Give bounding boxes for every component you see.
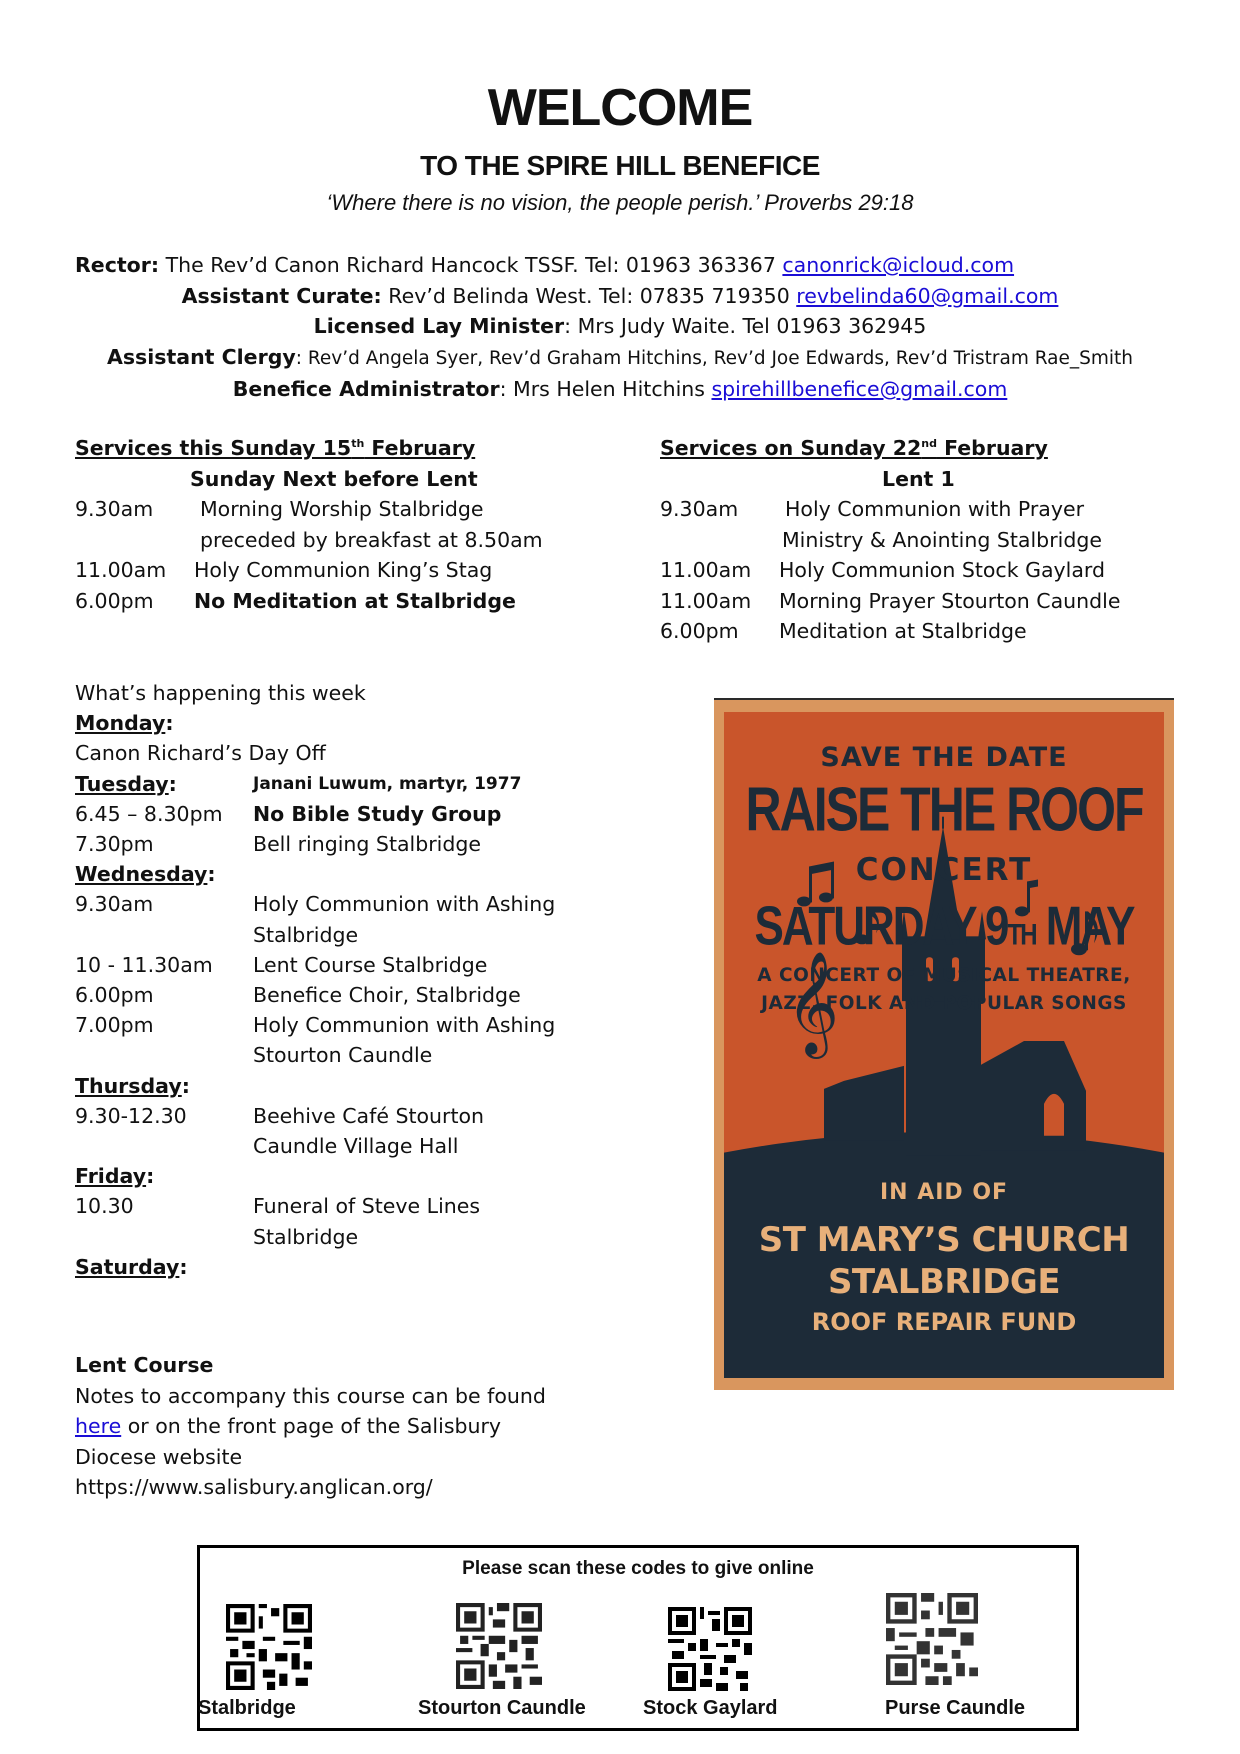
day-heading-wednesday: Wednesday: (75, 862, 216, 887)
curate-label: Assistant Curate: (181, 283, 382, 308)
rector-email-link[interactable]: canonrick@icloud.com (782, 253, 1015, 277)
lay-minister-row (60, 311, 1180, 342)
assistant-clergy-row (60, 342, 1180, 375)
lay-minister-label: Licensed Lay Minister (313, 314, 565, 338)
occasion-title: Lent 1 (882, 466, 955, 491)
page-title: WELCOME (487, 79, 753, 137)
poster-save-the-date: SAVE THE DATE (820, 742, 1068, 773)
qr-code-purse-caundle[interactable] (886, 1593, 978, 1685)
concert-poster (714, 698, 1174, 1390)
day-heading-tuesday: Tuesday: Janani Luwum, martyr, 1977 (75, 769, 635, 799)
lent-course-text: here or on the front page of the Salisbury (75, 1414, 502, 1438)
lent-course-section (75, 1350, 615, 1503)
poster-fund: ROOF REPAIR FUND (811, 1308, 1077, 1336)
service-item: 11.00am Morning Prayer Stourton Caundle (660, 588, 1121, 613)
qr-code-icon (886, 1593, 978, 1685)
service-item: 6.00pm No Meditation at Stalbridge (75, 588, 516, 613)
event-row: 7.30pm Bell ringing Stalbridge (75, 832, 482, 857)
diocese-url: https://www.salisbury.anglican.org/ (75, 1475, 433, 1499)
administrator-label: Benefice Administrator (232, 377, 500, 401)
qr-code-stourton-caundle[interactable] (456, 1602, 542, 1690)
event-row: 6.00pm Benefice Choir, Stalbridge (75, 983, 521, 1008)
services-this-sunday (75, 433, 595, 616)
event-row-cont: Caundle Village Hall (253, 1134, 459, 1159)
qr-code-stock-gaylard[interactable] (668, 1606, 752, 1692)
event-row-cont: Stourton Caundle (253, 1043, 433, 1068)
lent-course-text: Diocese website (75, 1444, 243, 1469)
qr-code-icon (456, 1602, 542, 1690)
lent-course-text: Notes to accompany this course can be found (75, 1383, 546, 1408)
event-row: 6.45 – 8.30pm No Bible Study Group (75, 801, 502, 826)
services-next-sunday-heading: Services on Sunday 22nd February (660, 436, 1048, 460)
occasion-title: Sunday Next before Lent (190, 466, 478, 491)
service-item: 9.30am Morning Worship Stalbridge (75, 497, 484, 521)
rector-row (60, 250, 1180, 281)
giving-qr-box: Please scan these codes to give online Stalbridge Stourton Caundle Stock Gaylard Purse Caundle (197, 1545, 1079, 1731)
curate-details: Rev’d Belinda West. Tel: 07835 719350 (381, 283, 797, 308)
poster-concert: CONCERT (855, 852, 1033, 888)
event-row: 7.00pm Holy Communion with Ashing (75, 1013, 556, 1038)
poster-inner (724, 712, 1164, 1378)
day-heading-monday: Monday: (75, 711, 174, 736)
rector-label: Rector: (75, 253, 160, 277)
event-row: 9.30am Holy Communion with Ashing (75, 892, 556, 917)
curate-email-link[interactable]: revbelinda60@gmail.com (796, 283, 1059, 308)
rector-details: The Rev’d Canon Richard Hancock TSSF. Tel: 01963 363367 (159, 253, 783, 277)
page-subtitle: TO THE SPIRE HILL BENEFICE (420, 150, 820, 181)
poster-description: A CONCERT OF MUSICAL THEATRE, JAZZ, FOLK AND POPULAR SONGS (757, 965, 1131, 1014)
qr-code-icon (226, 1604, 312, 1690)
administrator-details: : Mrs Helen Hitchins (499, 377, 712, 401)
administrator-row (60, 374, 1180, 405)
week-intro: What’s happening this week (75, 681, 366, 705)
day-heading-saturday: Saturday: (75, 1254, 188, 1279)
service-item: 11.00am Holy Communion Stock Gaylard (660, 558, 1105, 582)
event-row-cont: Stalbridge (253, 1224, 359, 1249)
weekly-schedule (75, 678, 635, 1282)
services-this-sunday-heading: Services this Sunday 15th February (75, 436, 476, 460)
service-item: 6.00pm Meditation at Stalbridge (660, 619, 1027, 643)
event-row-cont: Stalbridge (253, 922, 359, 947)
lent-course-notes-link[interactable]: here (75, 1414, 122, 1438)
assistant-clergy-details: : Rev’d Angela Syer, Rev’d Graham Hitchins, Rev’d Joe Edwards, Rev’d Tristram Rae_Smith (295, 347, 1134, 369)
lent-course-title: Lent Course (75, 1353, 214, 1377)
event-row: 10.30 Funeral of Steve Lines (75, 1194, 481, 1219)
qr-code-stalbridge[interactable] (226, 1604, 312, 1690)
svg-text:𝄞: 𝄞 (786, 951, 840, 1056)
monday-note: Canon Richard’s Day Off (75, 741, 326, 766)
tuesday-commemoration: Janani Luwum, martyr, 1977 (253, 773, 522, 794)
service-item: 11.00am Holy Communion King’s Stag (75, 558, 493, 582)
scripture-quote: ‘Where there is no vision, the people perish.’ Proverbs 29:18 (326, 190, 914, 215)
service-item: 9.30am Holy Communion with Prayer (660, 497, 1085, 521)
assistant-clergy-label: Assistant Clergy (106, 344, 296, 369)
qr-code-icon (668, 1606, 752, 1692)
event-row: 9.30-12.30 Beehive Café Stourton (75, 1103, 485, 1128)
poster-church-name: ST MARY’S CHURCH (758, 1220, 1130, 1260)
poster-church-location: STALBRIDGE (827, 1262, 1061, 1302)
poster-in-aid-of: IN AID OF (879, 1180, 1009, 1205)
clergy-contacts (60, 250, 1180, 405)
administrator-email-link[interactable]: spirehillbenefice@gmail.com (711, 377, 1008, 401)
giving-header: Please scan these codes to give online (462, 1558, 814, 1579)
day-heading-friday: Friday: (75, 1164, 155, 1189)
service-item: Ministry & Anointing Stalbridge (782, 527, 1102, 552)
curate-row (60, 281, 1180, 312)
services-next-sunday (660, 433, 1180, 647)
lay-minister-details: : Mrs Judy Waite. Tel 01963 362945 (564, 314, 927, 338)
service-item: preceded by breakfast at 8.50am (200, 527, 543, 552)
day-heading-thursday: Thursday: (75, 1073, 190, 1098)
poster-title: RAISE THE ROOF (745, 774, 1143, 844)
poster-date: SATURDAY 9TH MAY (754, 895, 1134, 957)
event-row: 10 - 11.30am Lent Course Stalbridge (75, 952, 488, 977)
